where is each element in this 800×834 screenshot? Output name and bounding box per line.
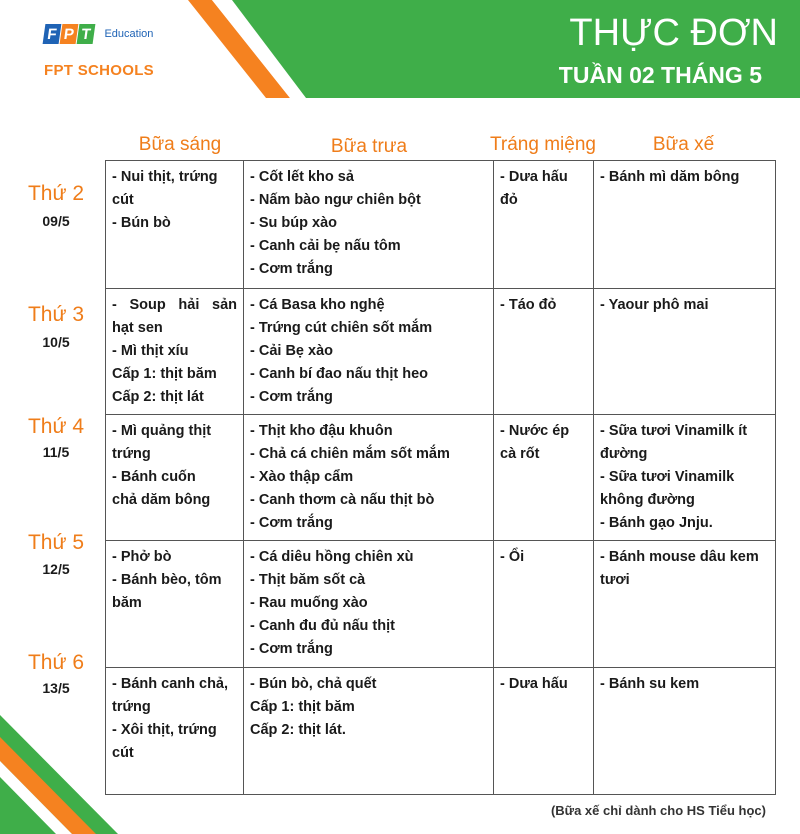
lunch-cell [244,289,494,415]
dessert-cell [494,668,594,795]
dessert-cell [494,415,594,541]
fpt-education-logo [44,24,153,44]
day-date: 09/5 [42,213,70,229]
menu-item: - Cơm trắng [250,389,333,405]
menu-item: - Dưa hấu [500,169,568,185]
menu-item: - Soup hải sản [112,297,237,313]
page-subtitle: TUẦN 02 THÁNG 5 [558,62,762,88]
snack-cell [594,289,776,415]
breakfast-cell [106,668,244,795]
day-label: Thứ 5 [27,531,85,554]
menu-item: - Sữa tươi Vinamilk [600,469,735,485]
menu-item: cà rốt [500,446,540,462]
menu-item: - Cơm trắng [250,641,333,657]
snack-cell [594,415,776,541]
logo-letter-t: T [77,24,96,44]
menu-item: - Bánh gạo Jnju. [600,515,713,531]
menu-item: - Dưa hấu [500,676,568,692]
menu-item: - Xào thập cẩm [250,469,354,485]
menu-item: đỏ [500,192,518,208]
column-header-breakfast: Bữa sáng [138,134,222,155]
menu-item: - Yaour phô mai [600,297,709,313]
menu-item: - Bún bò [112,215,171,231]
breakfast-cell [106,161,244,289]
menu-item: cút [112,192,134,208]
table-row [106,668,776,795]
menu-item: tươi [600,572,630,588]
lunch-cell [244,415,494,541]
menu-item: - Canh bí đao nấu thịt heo [250,366,429,382]
menu-item: - Bánh cuốn [112,469,196,485]
day-label: Thứ 2 [27,182,85,205]
menu-item: - Cốt lết kho sả [250,169,354,185]
menu-item: trứng [112,699,151,715]
menu-item: - Nui thịt, trứng [112,169,218,185]
day-date: 13/5 [42,680,70,696]
menu-item: - Su búp xào [250,215,337,231]
menu-item: - Cá diêu hồng chiên xù [250,549,414,565]
menu-item: Cấp 1: thịt băm [112,366,217,382]
dessert-cell [494,161,594,289]
column-header-lunch: Bữa trưa [330,136,408,157]
menu-item: - Mì thịt xíu [112,343,189,359]
menu-item: Cấp 1: thịt băm [250,699,355,715]
page-title: THỰC ĐƠN [569,12,778,54]
menu-item: - Canh cải bẹ nấu tôm [250,238,401,254]
dessert-cell [494,541,594,668]
table-row [106,415,776,541]
snack-cell [594,668,776,795]
menu-item: chả dăm bông [112,492,211,508]
dessert-cell [494,289,594,415]
day-date: 10/5 [42,334,70,350]
table-row [106,541,776,668]
weekly-menu-table [105,160,776,795]
menu-item: trứng [112,446,151,462]
menu-item: - Bún bò, chả quết [250,676,377,692]
lunch-cell [244,668,494,795]
menu-item: - Trứng cút chiên sốt mắm [250,320,433,336]
menu-item: - Nước ép [500,423,570,439]
menu-item: - Xôi thịt, trứng [112,722,217,738]
table-row [106,161,776,289]
fpt-logo-tiles [44,24,95,44]
breakfast-cell [106,415,244,541]
menu-item: - Mì quảng thịt [112,423,212,439]
menu-item: - Cá Basa kho nghệ [250,297,385,313]
menu-item: - Chả cá chiên mắm sốt mắm [250,446,450,462]
menu-item: đường [600,446,648,462]
menu-item: - Bánh su kem [600,676,700,692]
menu-item: - Thịt kho đậu khuôn [250,423,393,439]
day-label: Thứ 3 [27,303,85,326]
menu-item: băm [112,595,142,611]
menu-item: cút [112,745,134,761]
corner-decoration [0,715,120,834]
menu-item: - Sữa tươi Vinamilk ít [600,423,748,439]
column-header-dessert: Tráng miệng [490,134,596,155]
breakfast-cell [106,541,244,668]
day-date: 11/5 [42,444,70,460]
menu-item: - Bánh bèo, tôm [112,572,222,588]
menu-item: hạt sen [112,320,163,336]
menu-item: - Cải Bẹ xào [250,343,333,359]
menu-item: - Táo đỏ [500,297,557,313]
footnote: (Bữa xế chỉ dành cho HS Tiểu học) [550,803,766,818]
menu-item: - Bánh canh chả, [112,676,229,692]
snack-cell [594,541,776,668]
column-header-snack: Bữa xế [652,134,715,155]
menu-item: - Canh thơm cà nấu thịt bò [250,492,435,508]
logo-letter-f: F [43,24,62,44]
menu-item: - Bánh mouse dâu kem [600,549,759,565]
menu-item: - Nấm bào ngư chiên bột [250,192,421,208]
menu-item: - Canh đu đủ nấu thịt [250,618,395,634]
menu-item: Cấp 2: thịt lát [112,389,204,405]
menu-item: - Cơm trắng [250,515,333,531]
menu-item: - Cơm trắng [250,261,333,277]
menu-item: - Ổi [500,549,525,565]
menu-item: Cấp 2: thịt lát. [250,722,346,738]
lunch-cell [244,161,494,289]
day-label: Thứ 4 [27,415,85,438]
breakfast-cell [106,289,244,415]
menu-item: - Bánh mì dăm bông [600,169,740,185]
fpt-schools-label: FPT SCHOOLS [44,62,154,79]
menu-item: - Rau muống xào [250,595,368,611]
logo-letter-p: P [60,24,79,44]
day-label: Thứ 6 [27,651,85,674]
snack-cell [594,161,776,289]
day-date: 12/5 [42,561,70,577]
menu-item: - Phở bò [112,549,172,565]
logo-education-text: Education [104,28,154,40]
menu-item: - Thịt băm sốt cà [250,572,366,588]
table-row [106,289,776,415]
lunch-cell [244,541,494,668]
menu-item: không đường [600,492,695,508]
